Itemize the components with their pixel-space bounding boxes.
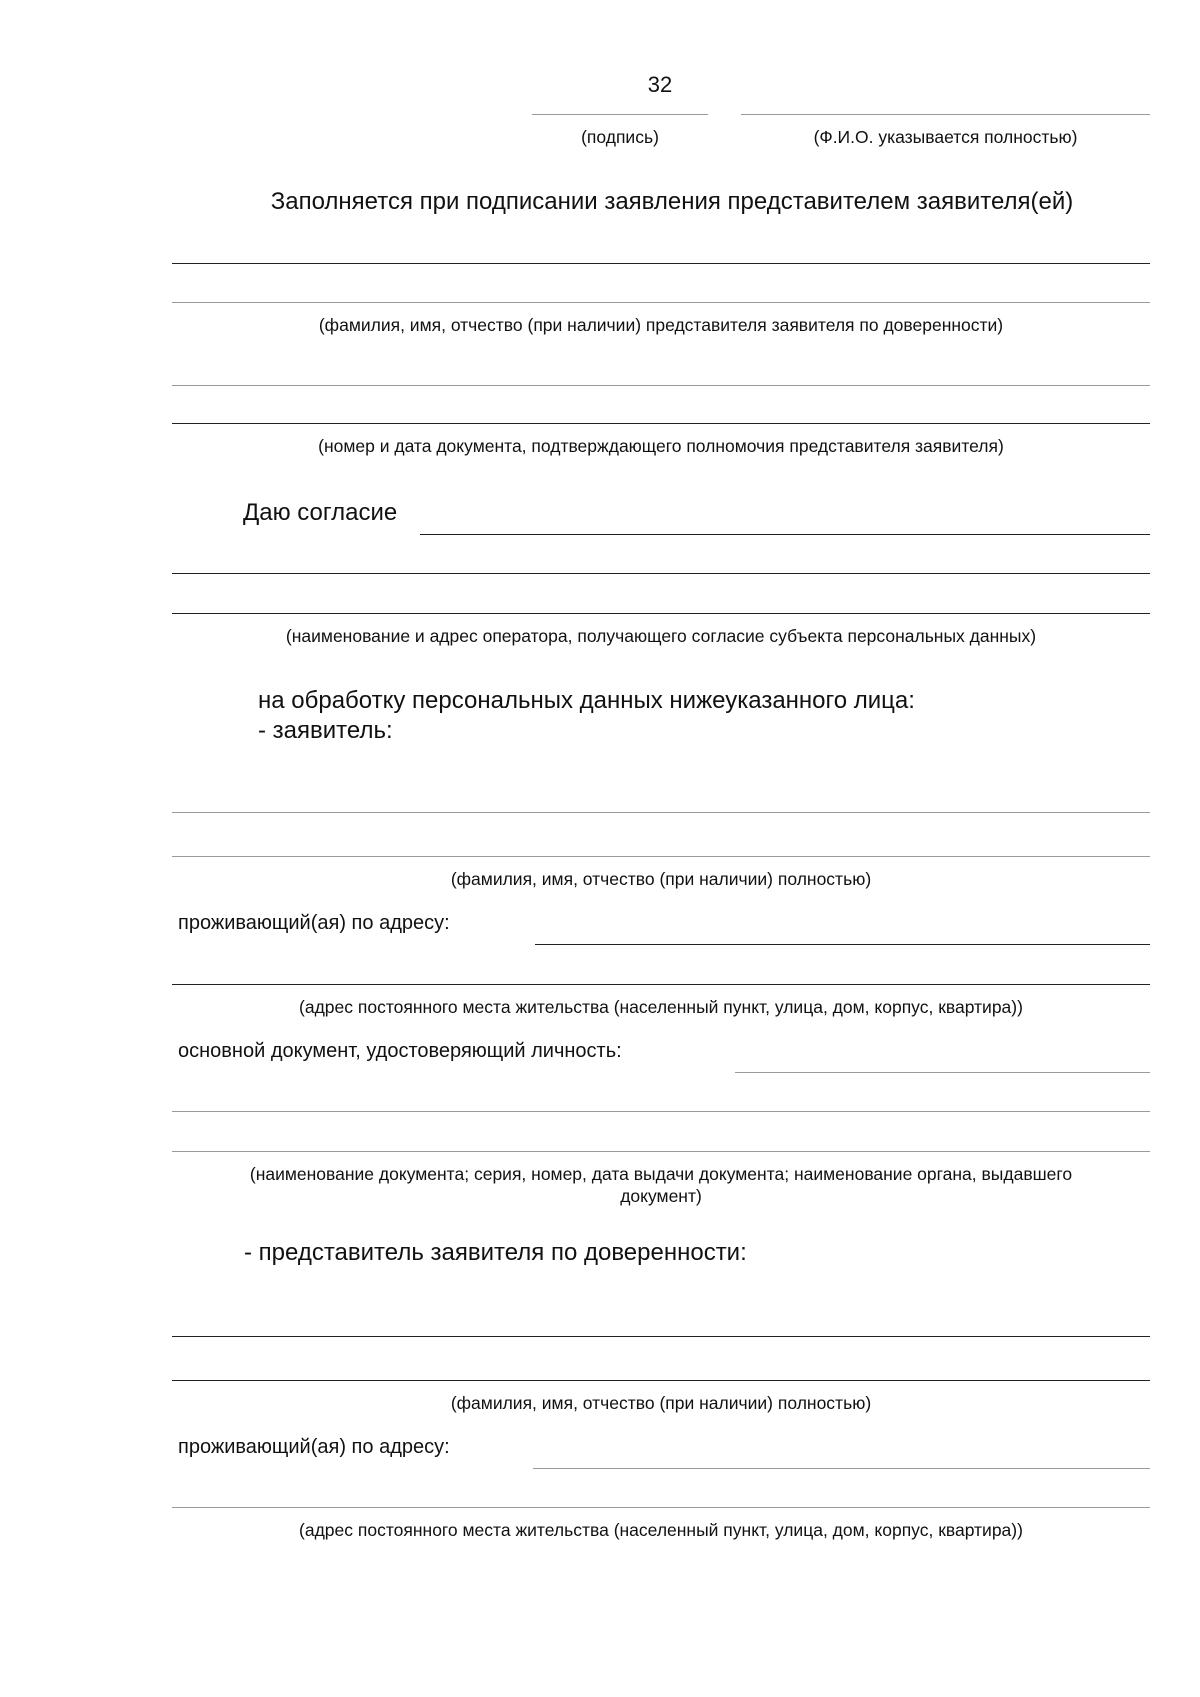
applicant-id-document-field-line-1[interactable] (735, 1072, 1150, 1073)
representative-name-field-line-2[interactable] (172, 302, 1150, 303)
applicant-name-field-line-1[interactable] (172, 812, 1150, 813)
representative-section-heading: Заполняется при подписании заявления представителем заявителя(ей) (270, 188, 1074, 215)
full-name-field[interactable] (741, 114, 1150, 115)
applicant-name-field-line-2[interactable] (172, 856, 1150, 857)
applicant-address-label: проживающий(ая) по адресу: (178, 912, 450, 934)
representative-label: - представитель заявителя по доверенности: (244, 1239, 747, 1266)
representative-address-label: проживающий(ая) по адресу: (178, 1436, 450, 1458)
applicant-address-field-line-2[interactable] (172, 984, 1150, 985)
representative-name-field-line-1[interactable] (172, 263, 1150, 264)
authority-document-field-line-1[interactable] (172, 385, 1150, 386)
operator-field-line-2[interactable] (172, 573, 1150, 574)
applicant-id-document-field-line-2[interactable] (172, 1111, 1150, 1112)
page-number: 32 (647, 72, 673, 97)
representative-person-name-field-line-2[interactable] (172, 1380, 1150, 1381)
operator-field-line-3[interactable] (172, 613, 1150, 614)
representative-address-caption: (адрес постоянного места жительства (населенный пункт, улица, дом, корпус, квартира)) (299, 1520, 1023, 1540)
applicant-label: - заявитель: (258, 717, 393, 744)
representative-address-field-line-1[interactable] (533, 1468, 1150, 1469)
processing-text: на обработку персональных данных нижеуказанного лица: (258, 687, 915, 714)
applicant-id-document-field-line-3[interactable] (172, 1151, 1150, 1152)
applicant-name-caption: (фамилия, имя, отчество (при наличии) полностью) (450, 869, 872, 889)
full-name-caption: (Ф.И.О. указывается полностью) (813, 127, 1078, 147)
operator-caption: (наименование и адрес оператора, получающего согласие субъекта персональных данных) (285, 626, 1037, 646)
applicant-address-field-line-1[interactable] (535, 944, 1150, 945)
applicant-id-document-label: основной документ, удостоверяющий личность: (178, 1040, 622, 1062)
authority-document-field-line-2[interactable] (172, 423, 1150, 424)
representative-person-name-caption: (фамилия, имя, отчество (при наличии) полностью) (450, 1393, 872, 1413)
applicant-address-caption: (адрес постоянного места жительства (населенный пункт, улица, дом, корпус, квартира)) (299, 997, 1023, 1017)
signature-field[interactable] (532, 114, 708, 115)
consent-label: Даю согласие (243, 499, 398, 526)
representative-name-caption: (фамилия, имя, отчество (при наличии) представителя заявителя по доверенности) (318, 315, 1004, 335)
signature-caption: (подпись) (581, 127, 659, 147)
authority-document-caption: (номер и дата документа, подтверждающего полномочия представителя заявителя) (318, 436, 1004, 456)
applicant-id-document-caption-line-1: (наименование документа; серия, номер, дата выдачи документа; наименование органа, выдавшего (249, 1164, 1073, 1184)
applicant-id-document-caption-line-2: документ) (620, 1186, 702, 1206)
operator-field-line-1[interactable] (420, 534, 1150, 535)
representative-address-field-line-2[interactable] (172, 1507, 1150, 1508)
representative-person-name-field-line-1[interactable] (172, 1336, 1150, 1337)
